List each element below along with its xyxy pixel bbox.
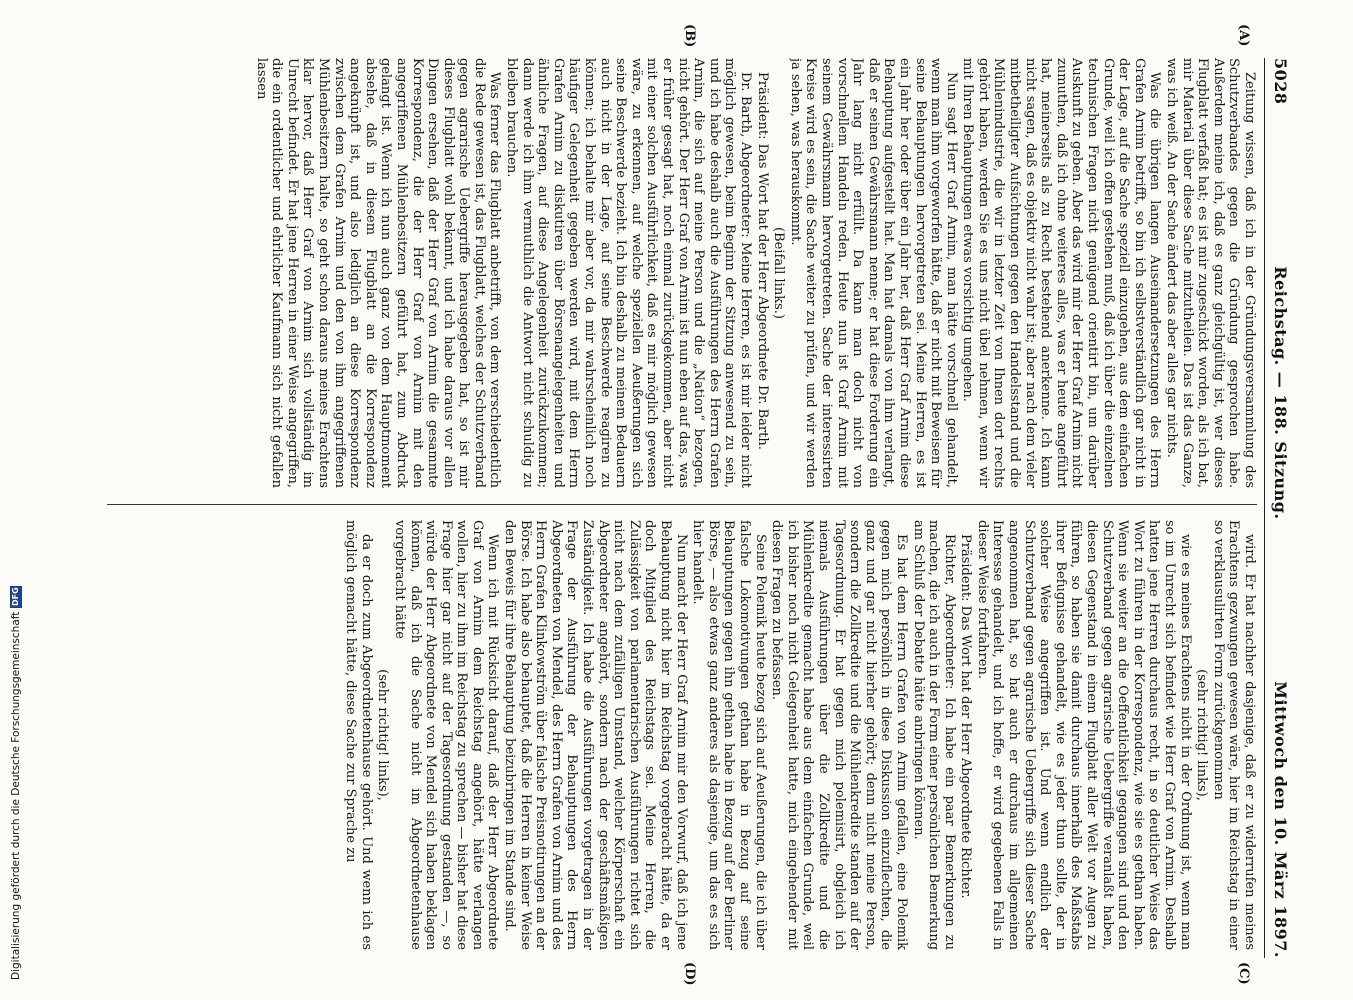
right-paragraph-5: Nun macht der Herr Graf Arnim mir den Vorwurf, daß ich jene Behauptung nicht hier im Reichstag vorgebracht hätte, da er doch Mitglied des Reichstags sei. Meine Herren, die Zulässigkeit von parlamentarischen Ausführungen richtet sich nicht nach dem zufälligen Umstand, welcher Körperschaft ein Abgeordneter angehört, sondern nach der geschäftsmäßigen Zuständigkeit. Ich habe die Ausführungen vorgetragen in der Frage der Ausführung der Behauptungen des Herrn Abgeordneten von Mendel, des Herrn Grafen von Arnim und des Herrn Grafen Klinkowström über falsche Preisnotirungen an der Börse. Ich habe also behauptet, daß die Herren in keiner Weise den Beweis für ihre Behauptung beizubringen im Stande sind.: [502, 520, 689, 950]
right-president-line: Präsident: Das Wort hat der Herr Abgeordnete Richter.: [958, 534, 974, 899]
right-paragraph-3: Es hat dem Herrn Grafen von Arnim gefallen, eine Polemik gegen mich persönlich in diese Diskussion einzuflechten, die ganz und gar nicht hierher gehört; denn nicht meine Person, sondern die Zollkredite und die Mühlenkredite standen auf der Tagesordnung. Er hat gegen mich polemisirt, obgleich ich niemals Ausführungen über die Zollkredite und die Mühlenkredite gemacht habe aus dem einfachen Grunde, weil ich bisher noch nicht Gelegenheit hatte, mich eingehender mit diesen Fragen zu befassen.: [769, 520, 909, 950]
page-header: [1267, 58, 1295, 958]
right-paragraph-7: da er doch zum Abgeordnetenhause gehört. Und wenn ich es möglich gemacht hätte, diese Sache zur Sprache zu: [343, 520, 374, 950]
left-president-line: Präsident: Das Wort hat der Herr Abgeordnete Dr. Barth.: [754, 72, 770, 450]
right-column: [107, 520, 1257, 950]
header-session: Reichstag. — 188. Sitzung.: [1271, 266, 1291, 520]
dfg-logo: DFG: [11, 587, 20, 606]
header-date: Mittwoch den 10. März 1897.: [1271, 681, 1291, 958]
margin-mark-b: (B): [682, 24, 697, 48]
left-column: [107, 58, 1257, 488]
right-interjection-1: (sehr richtig! links),: [1194, 669, 1210, 801]
rotated-page-content: [45, 24, 1295, 986]
left-applause: (Beifall links.): [771, 227, 787, 319]
left-paragraph-flugblatt: Was ferner das Flugblatt anbetrifft, von dem verschiedentlich die Rede gewesen ist, das Flugblatt, welches der Schutzverband gegen agrarische Uebergriffe herausgegeben hat, so ist mir dieses Flugblatt wohl bekannt, und ich habe daraus vor allen Dingen ersehen, daß der Herr Graf von Arnim die gesammte Korrespondenz, die der Herr Graf von Arnim mit den angegriffenen Mühlenbesitzern geführt hat, zum Abdruck gelangt ist. Wenn ich nun auch ganz von dem Hauptmoment absehe, daß in diesem Flugblatt an die Korrespondenz angeknüpft ist, und also lediglich an diese Korrespondenz zwischen dem Grafen Arnim und den von ihm angegriffenen Mühlenbesitzern halte, so geht schon daraus meines Erachtens klar hervor, daß Herr Graf von Arnim sich vollständig im Unrecht befindet. Er hat jene Herren in einer Weise angegriffen, die ein ordentlicher und ehrlicher Kaufmann sich nicht gefallen lassen: [253, 58, 503, 488]
page-number: 5028: [1271, 58, 1291, 105]
right-interjection-2: (sehr richtig! links),: [375, 669, 391, 801]
right-paragraph-4: Seine Polemik heute bezog sich auf Aeußerungen, die ich über falsche Lokomotivungen gethan habe in Bezug auf seine Behauptungen gegen ihn gethan habe in Bezug auf der Berliner Börse, — also etwas ganz anderes als dasjenige, um das es sich hier handelt.: [690, 520, 768, 950]
left-paragraph-2: Was die übrigen langen Auseinandersetzungen des Herrn Grafen Arnim betrifft, so bin ich selbstverständlich gar nicht in der Lage, auf die Sache speziell einzugehen, aus dem einfachen Grunde, weil ich offen gestehen muß, daß ich über die einzelnen technischen Fragen nicht genügend orientirt bin, um darüber Auskunft zu geben. Aber das wird mir der Herr Graf Arnim nicht zumuthen, daß ich ohne weiteres alles, was er heute angeführt hat, meinerseits als zu Recht bestehend anerkenne. Ich kann nicht sagen, daß es objektiv nicht wahr ist; aber nach dem vieler mitbetheiligter Aufsichtungen gegen den Handelsstand und die Mühlenindustrie, die wir in letzter Zeit von Ihnen dort rechts gehört haben, werden Sie es uns nicht übel nehmen, wenn wir mit Ihren Behauptungen etwas vorsichtig umgehen.: [960, 58, 1163, 488]
right-paragraph-1: wird. Er hat nachher dasjenige, daß er zu widerrufen meines Erachtens gezwungen gewesen wäre, hier im Reichstag in einer so verklausulirten Form zurückgenommen: [1210, 520, 1257, 950]
margin-mark-d: (D): [682, 962, 697, 986]
column-divider: [107, 504, 1257, 505]
margin-mark-c: (C): [1236, 962, 1251, 985]
right-paragraph-6: Wenn ich mit Rücksicht darauf, daß der Herr Abgeordnete Graf von Arnim dem Reichstag angehört, hätte verlangen wollen, hier zu ihm im Reichstag zu sprechen — bisher hat diese Frage hier gar nicht auf der Tagesordnung gestanden —, so würde der Herr Abgeordnete von Mendel sich haben beklagen können, daß ich die Sache nicht im Abgeordnetenhause vorgebracht hätte: [391, 520, 501, 950]
left-paragraph-1: Zeitung wissen, daß ich in der Gründungsversammlung des Schutzverbandes gegen die Gründung gesprochen habe. Außerdem meine ich, daß es ganz gleichgültig ist, wer dieses Flugblatt verfaßt hat; es ist mir zugeschickt worden, als ich bat, mir Material über diese Sache mitzutheilen. Das ist das Ganze, was ich weiß. An der Sache ändert das aber alles gar nichts.: [1164, 58, 1257, 488]
left-paragraph-barth: Dr. Barth, Abgeordneter: Meine Herren, es ist mir leider nicht möglich gewesen, beim Beginn der Sitzung anwesend zu sein, und ich habe deshalb auch die Ausführungen des Herrn Grafen Arnim, die sich auf meine Person und die „Nation“ bezogen, nicht gehört. Der Herr Graf von Arnim ist nun eben auf das, was er früher gesagt hat, noch einmal zurückgekommen, aber nicht mit einer solchen Ausführlichkeit, daß es mir möglich gewesen wäre, zu erkennen, auf welche speziellen Aeußerungen sich seine Beschwerde bezieht. Ich bin deshalb zu meinem Bedauern auch nicht in der Lage, auf seine Beschwerde reagiren zu können; ich behalte mir aber vor, da mir wahrscheinlich noch häufiger Gelegenheit gegeben werden wird, mit dem Herrn Grafen Arnim zu diskutiren über Börsenangelegenheiten und ähnliche Fragen, auf diese Angelegenheit zurückzukommen; dann werde ich ihm vermuthlich die Antwort nicht schuldig zu bleiben brauchen.: [504, 58, 753, 488]
margin-mark-a: (A): [1236, 24, 1251, 47]
right-richter-paragraph: Richter, Abgeordneter: Ich habe ein paar Bemerkungen zu machen, die ich auch in der Form einer persönlichen Bemerkung am Schluß der Debatte hätte anbringen können.: [910, 520, 957, 950]
credit-label: Digitalisierung gefördert durch die Deutsche Forschungsgemeinschaft: [10, 611, 22, 980]
left-paragraph-3: Nun sagt Herr Graf Arnim, man hätte vorschnell gehandelt, wenn man ihm vorgeworfen hätte, daß er nicht mit Beweisen für seine Behauptungen hervorgetreten sei. Meine Herren, es ist ein Jahr her oder über ein Jahr her, daß Herr Graf Arnim diese Behauptung aufgestellt hat. Man hat damals von ihm verlangt, daß er seinen Gewährsmann nenne; er hat diese Forderung ein Jahr lang nicht erfüllt. Da kann man doch nicht von vorschnellem Handeln reden. Heute nun ist Graf Arnim mit seinem Gewährsmann hervorgetreten. Sache der interessirten Kreise wird es sein, die Sache weiter zu prüfen, und wir werden ja sehen, was herauskommt.: [787, 58, 959, 488]
right-paragraph-2: wie es meines Erachtens nicht in der Ordnung ist, wenn man so im Unrecht sich befindet wie Herr Graf von Arnim. Deshalb hatten jene Herren durchaus recht, in so deutlicher Weise das Wort zu führen in der Korrespondenz, wie sie es gethan haben. Wenn sie weiter an die Oeffentlichkeit gegangen sind und den Schutzverband gegen agrarische Uebergriffe veranlaßt haben, diesen Gegenstand in einem Flugblatt aller Welt vor Augen zu führen, so haben sie damit durchaus innerhalb des Maßstabs ihrer Befugnisse gehandelt, wie es jeder thun sollte, der in solcher Weise angegriffen ist. Und wenn endlich der Schutzverband gegen agrarische Uebergriffe sich dieser Sache angenommen hat, so hat auch er durchaus im allgemeinen Interesse gehandelt, und ich hoffe, er wird gegebenen Falls in dieser Weise fortfahren.: [974, 520, 1193, 950]
header-rule: [1264, 58, 1265, 958]
